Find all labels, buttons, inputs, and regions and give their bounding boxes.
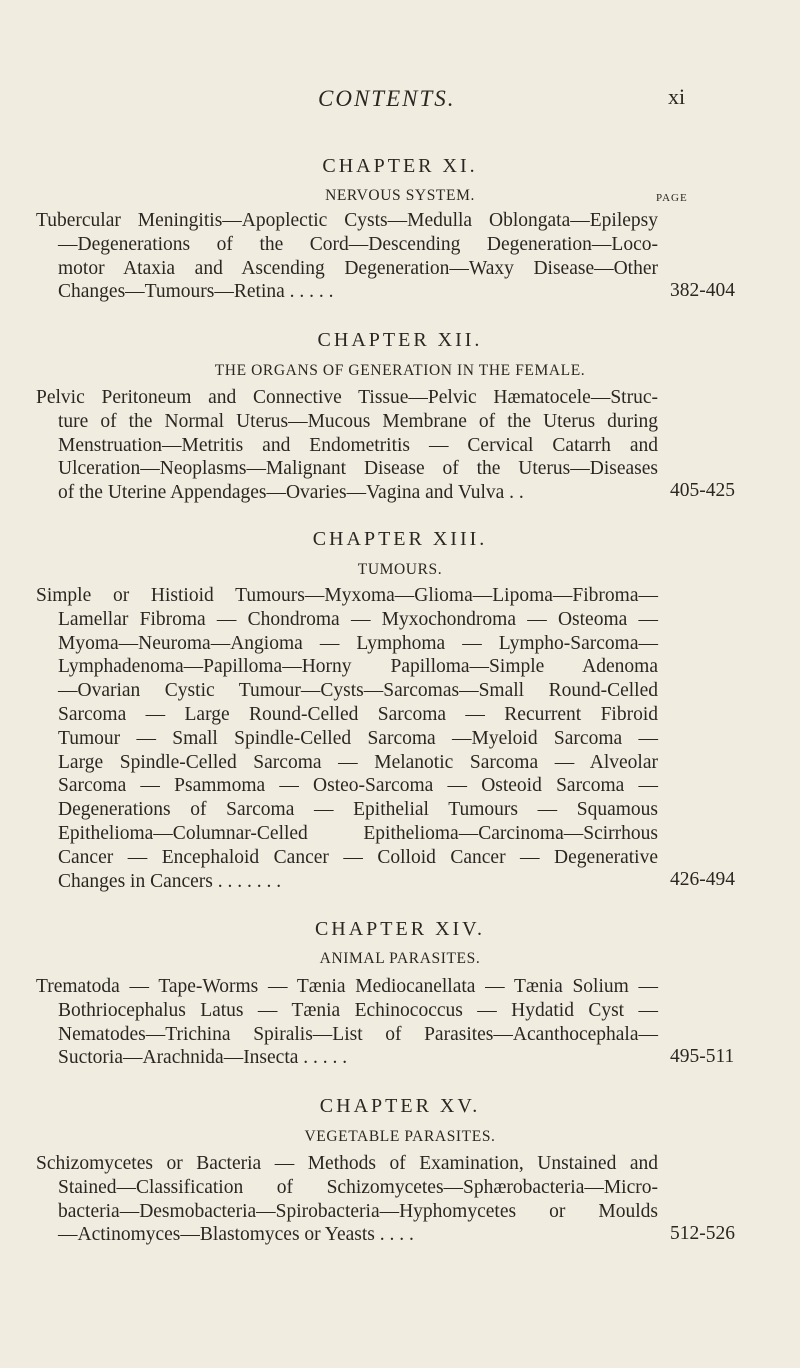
chapter-heading: CHAPTER XII. (317, 329, 483, 351)
chapter-subtitle: NERVOUS SYSTEM. (325, 187, 475, 204)
chapter-contents (36, 209, 658, 304)
page-range: 495-511 (670, 1046, 735, 1067)
chapter-contents (36, 386, 658, 505)
contents-line: Bothriocephalus Latus — Tænia Echinococcus — Hydatid Cyst — (58, 999, 658, 1021)
chapter-heading: CHAPTER XIV. (314, 918, 486, 940)
chapter-heading: CHAPTER XI. (322, 155, 478, 177)
contents-line: Suctoria—Arachnida—Insecta . . . . . (58, 1047, 348, 1069)
contents-line: Pelvic Peritoneum and Connective Tissue—Pelvic Hæmatocele—Struc- (36, 387, 658, 408)
contents-line: Schizomycetes or Bacteria — Methods of Examination, Unstained and (36, 1153, 658, 1174)
contents-line: Cancer — Encephaloid Cancer — Colloid Cancer — Degenerative (58, 846, 658, 868)
contents-line: Nematodes—Trichina Spiralis—List of Parasites—Acanthocephala— (58, 1023, 658, 1045)
contents-line: Stained—Classification of Schizomycetes—Sphærobacteria—Micro- (58, 1176, 658, 1198)
contents-line: Sarcoma — Large Round-Celled Sarcoma — Recurrent Fibroid (58, 703, 658, 725)
chapter-contents (36, 975, 658, 1070)
contents-line: of the Uterine Appendages—Ovaries—Vagina and Vulva . . (58, 482, 524, 504)
contents-line: Lymphadenoma—Papilloma—Horny Papilloma—Simple Adenoma (58, 656, 658, 678)
contents-line: Epithelioma—Columnar-Celled Epithelioma—Carcinoma—Scirrhous (58, 822, 658, 844)
chapter-subtitle: THE ORGANS OF GENERATION IN THE FEMALE. (214, 362, 586, 379)
page-range: 405-425 (670, 480, 735, 501)
contents-line: Lamellar Fibroma — Chondroma — Myxochondroma — Osteoma — (58, 608, 658, 630)
contents-line: —Ovarian Cystic Tumour—Cysts—Sarcomas—Small Round-Celled (58, 680, 658, 702)
chapter-subtitle: TUMOURS. (357, 561, 443, 578)
contents-line: Large Spindle-Celled Sarcoma — Melanotic Sarcoma — Alveolar (58, 751, 658, 773)
folio-page-number: xi (668, 84, 686, 109)
chapter-heading: CHAPTER XV. (319, 1095, 481, 1117)
chapter-subtitle: VEGETABLE PARASITES. (304, 1128, 496, 1145)
contents-line: Degenerations of Sarcoma — Epithelial Tumours — Squamous (58, 799, 658, 821)
contents-line: Tumour — Small Spindle-Celled Sarcoma —Myeloid Sarcoma — (58, 727, 658, 749)
contents-line: Tubercular Meningitis—Apoplectic Cysts—Medulla Oblongata—Epilepsy (36, 210, 658, 231)
chapter-heading: CHAPTER XIII. (312, 528, 488, 550)
chapter-subtitle: ANIMAL PARASITES. (319, 950, 481, 967)
chapter-contents (36, 584, 658, 893)
contents-line: Sarcoma — Psammoma — Osteo-Sarcoma — Osteoid Sarcoma — (58, 775, 658, 797)
page-range: 512-526 (670, 1223, 735, 1244)
contents-line: —Actinomyces—Blastomyces or Yeasts . . . . (58, 1224, 414, 1246)
contents-line: bacteria—Desmobacteria—Spirobacteria—Hyphomycetes or Moulds (58, 1200, 658, 1222)
contents-line: Menstruation—Metritis and Endometritis — Cervical Catarrh and (58, 434, 658, 456)
contents-line: Myoma—Neuroma—Angioma — Lymphoma — Lympho-Sarcoma— (58, 632, 658, 654)
running-head (0, 86, 800, 116)
contents-line: Simple or Histioid Tumours—Myxoma—Glioma—Lipoma—Fibroma— (36, 585, 658, 606)
contents-line: Trematoda — Tape-Worms — Tænia Mediocanellata — Tænia Solium — (36, 976, 658, 997)
contents-line: Changes—Tumours—Retina . . . . . (58, 281, 334, 303)
chapter-contents (36, 1152, 658, 1247)
page-range: 426-494 (670, 869, 735, 890)
page-column-label: PAGE (656, 192, 688, 204)
running-title: CONTENTS. (318, 86, 456, 111)
contents-line: —Degenerations of the Cord—Descending Degeneration—Loco- (58, 233, 658, 255)
contents-line: ture of the Normal Uterus—Mucous Membrane of the Uterus during (58, 410, 658, 432)
contents-line: Changes in Cancers . . . . . . . (58, 870, 282, 892)
page-range: 382-404 (670, 280, 735, 301)
contents-line: motor Ataxia and Ascending Degeneration—Waxy Disease—Other (58, 257, 658, 279)
contents-line: Ulceration—Neoplasms—Malignant Disease of the Uterus—Diseases (58, 458, 658, 480)
